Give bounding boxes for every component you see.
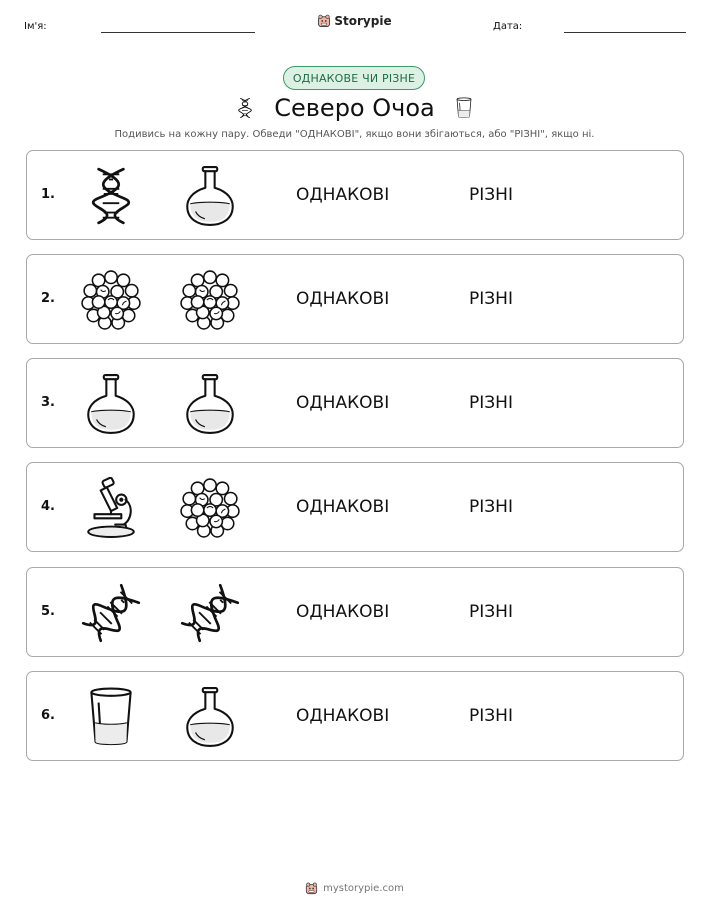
beaker-icon	[80, 686, 142, 748]
different-option[interactable]: РІЗНІ	[469, 393, 513, 413]
row-number: 1.	[41, 187, 55, 202]
same-option[interactable]: ОДНАКОВІ	[296, 602, 390, 622]
title-row	[0, 89, 709, 127]
dna-diagonal-icon	[179, 582, 241, 644]
cell-cluster-icon	[80, 269, 142, 331]
flask-icon	[179, 165, 241, 227]
row-number: 5.	[41, 604, 55, 619]
different-option[interactable]: РІЗНІ	[469, 289, 513, 309]
date-line[interactable]	[564, 32, 686, 33]
storypie-logo-icon	[305, 882, 318, 895]
brand	[0, 13, 709, 32]
name-label: Ім'я:	[24, 21, 47, 32]
dna-vertical-icon	[80, 165, 142, 227]
storypie-logo-icon	[317, 14, 331, 28]
instructions: Подивись на кожну пару. Обведи "ОДНАКОВІ", якщо вони збігаються, або "РІЗНІ", якщо ні.	[114, 129, 595, 140]
row-number: 2.	[41, 291, 55, 306]
exercise-row	[26, 150, 684, 240]
different-option[interactable]: РІЗНІ	[469, 602, 513, 622]
brand-name: Storypie	[334, 14, 392, 28]
footer-url: mystorypie.com	[323, 883, 404, 894]
cell-cluster-icon	[179, 477, 241, 539]
exercise-row	[26, 567, 684, 657]
exercise-row	[26, 254, 684, 344]
footer	[0, 880, 709, 899]
same-option[interactable]: ОДНАКОВІ	[296, 706, 390, 726]
exercise-row	[26, 462, 684, 552]
same-option[interactable]: ОДНАКОВІ	[296, 497, 390, 517]
same-option[interactable]: ОДНАКОВІ	[296, 185, 390, 205]
different-option[interactable]: РІЗНІ	[469, 185, 513, 205]
microscope-icon	[80, 477, 142, 539]
beaker-icon	[453, 91, 475, 125]
same-option[interactable]: ОДНАКОВІ	[296, 393, 390, 413]
flask-icon	[179, 373, 241, 435]
dna-diagonal-icon	[80, 582, 142, 644]
row-number: 4.	[41, 499, 55, 514]
page-title: Северо Очоа	[274, 94, 435, 122]
different-option[interactable]: РІЗНІ	[469, 497, 513, 517]
exercise-row	[26, 358, 684, 448]
flask-icon	[179, 686, 241, 748]
different-option[interactable]: РІЗНІ	[469, 706, 513, 726]
name-line[interactable]	[101, 32, 255, 33]
exercise-row	[26, 671, 684, 761]
same-option[interactable]: ОДНАКОВІ	[296, 289, 390, 309]
dna-icon	[234, 91, 256, 125]
cell-cluster-icon	[179, 269, 241, 331]
row-number: 6.	[41, 708, 55, 723]
date-label: Дата:	[493, 21, 523, 32]
worksheet-type-badge: ОДНАКОВЕ ЧИ РІЗНЕ	[283, 66, 425, 90]
row-number: 3.	[41, 395, 55, 410]
flask-icon	[80, 373, 142, 435]
